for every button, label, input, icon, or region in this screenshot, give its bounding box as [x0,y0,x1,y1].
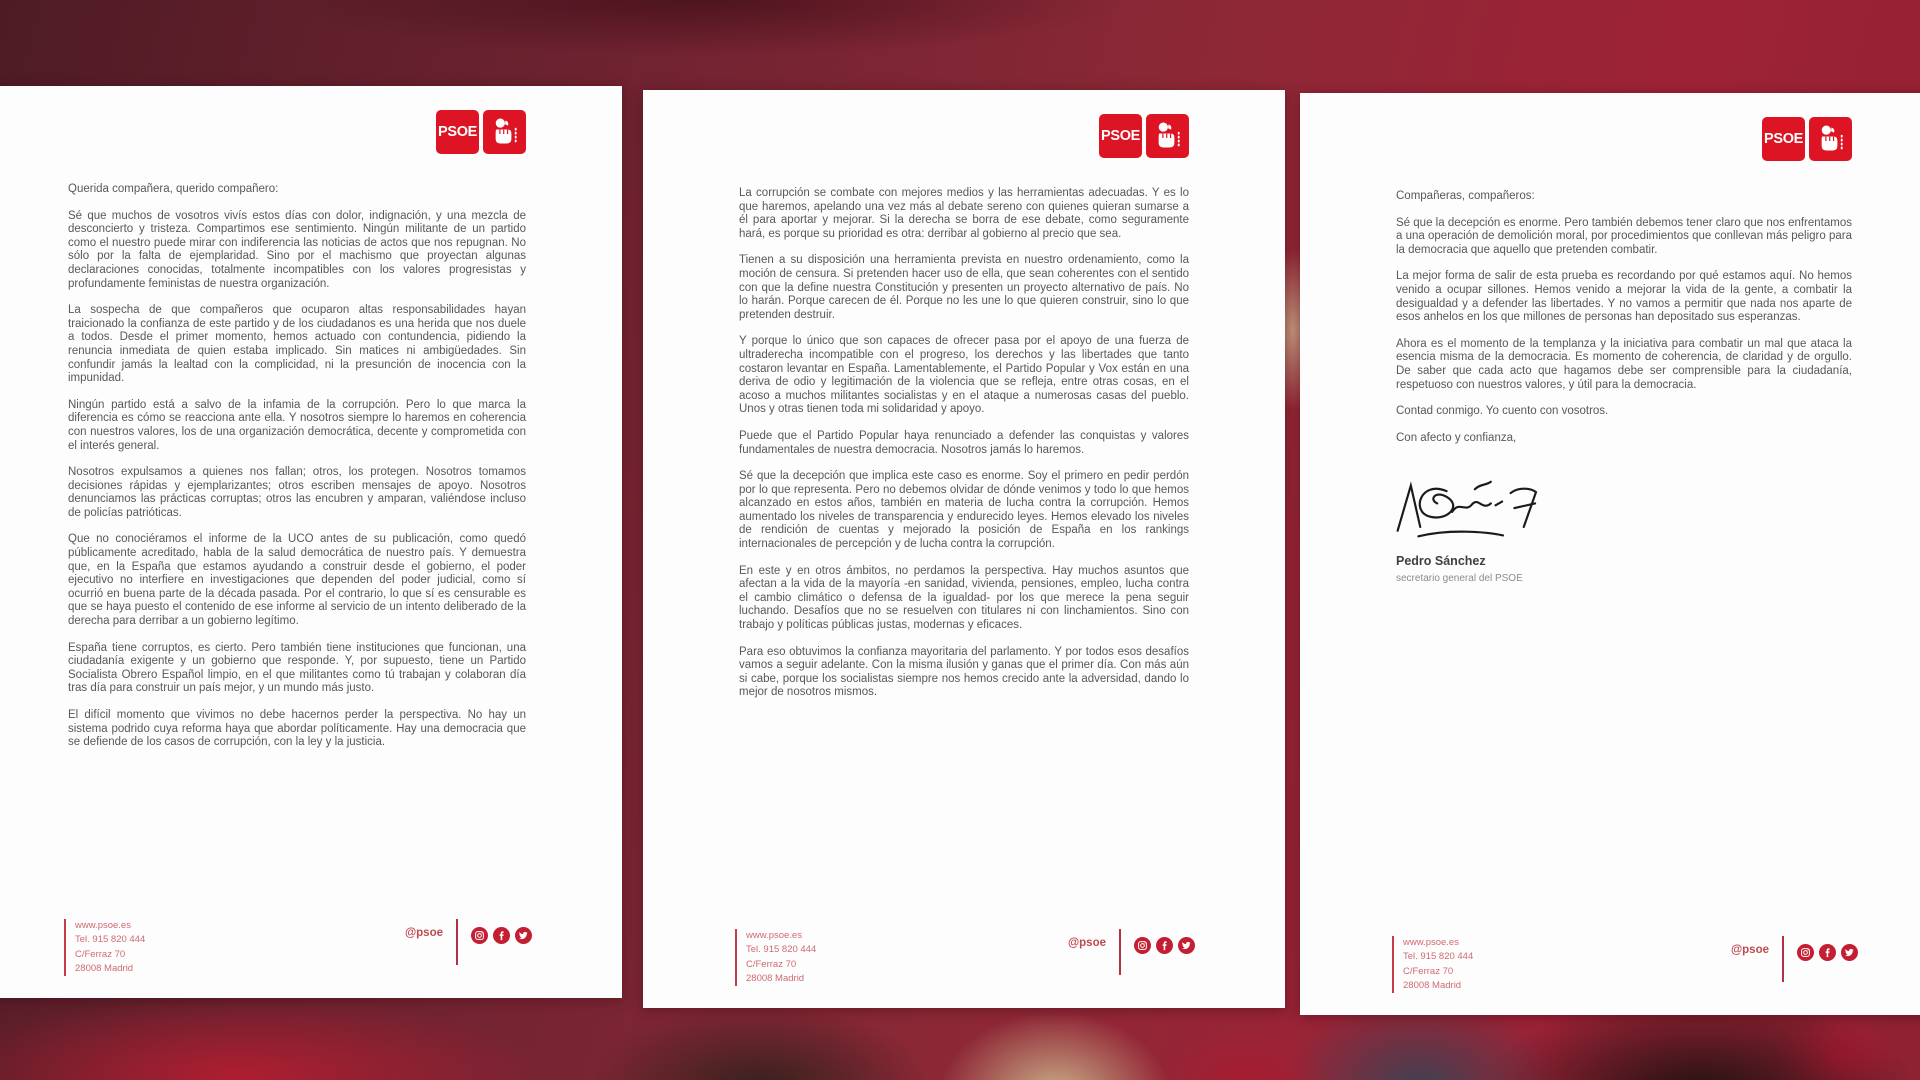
footer-website: www.psoe.es [1403,937,1459,948]
twitter-icon [1841,944,1858,961]
footer-divider [1782,936,1784,982]
paragraph: Y porque lo único que son capaces de ofrecer pasa por el apoyo de una fuerza de ultraderecha incompatible con el progreso, los derechos y las libertades que tanto costaron levantar en España. Lamentablemente, el Partido Popular y Vox están en una deriva de odio y legitimación de la violencia que se refleja, entre otras cosas, en el acoso a muchos militantes socialistas y en el ataque a numerosas casas del pueblo. Unos y otras tienen toda mi solidaridad y apoyo. [739,335,1189,416]
footer-contact-block [735,929,816,986]
facebook-icon [493,927,510,944]
footer-phone: Tel. 915 820 444 [75,934,146,946]
social-handle: @psoe [1730,944,1769,956]
paragraph: Nosotros expulsamos a quienes nos fallan; otros, los protegen. Nosotros tomamos decisiones rápidas y ejemplarizantes; otros escriben mensajes de apoyo. Nosotros denunciamos las prácticas corruptas; otros las encubren y amparan, valiéndose incluso de policías patrióticas. [68,466,526,519]
twitter-icon [1178,937,1195,954]
footer-social-block [1731,936,1858,982]
paragraph: Para eso obtuvimos la confianza mayoritaria del parlamento. Y por todos esos desafíos vamos a seguir adelante. Con la misma ilusión y ganas que el primer día. Con más aún si cabe, porque los socialistas siempre nos hemos crecido ante la adversidad, dando lo mejor de nosotros mismos. [739,645,1189,699]
signer-name: Pedro Sánchez [1396,554,1486,569]
psoe-wordmark: PSOE [1762,117,1805,161]
footer-divider [456,919,458,965]
footer-address-street: C/Ferraz 70 [75,948,126,960]
social-icon-row [1797,944,1858,961]
paragraph: Que no conociéramos el informe de la UCO antes de su publicación, como quedó públicamente acreditado, habla de la salud democrática de nuestro país. Y demuestra que, en la España que estamos ayudando a construir desde el gobierno, el poder ejecutivo no interfiere en investigaciones que dependen del poder judicial, como sí ocurrió en buena parte de la década pasada. Por el contrario, lo que sí es censurable es que se haya puesto el contenido de ese informe al servicio de un intento deliberado de la derecha para derribar a un gobierno legítimo. [68,533,526,628]
salutation: Compañeras, compañeros: [1396,190,1535,202]
footer-address-city: 28008 Madrid [1403,979,1462,991]
letter-body [739,90,1189,700]
fist-and-rose-icon [1809,117,1852,161]
paragraph: Ningún partido está a salvo de la infamia de la corrupción. Pero lo que marca la diferencia es cómo se reacciona ante ella. Y nosotros siempre lo haremos en coherencia con nuestros valores, los de una organización democrática, decente y comprometida con el interés general. [68,398,526,452]
paragraph: Contad conmigo. Yo cuento con vosotros. [1396,405,1609,418]
facebook-icon [1819,944,1836,961]
paragraph: Puede que el Partido Popular haya renunciado a defender las conquistas y valores fundamentales de nuestra democracia. Nosotros jamás lo haremos. [739,429,1189,456]
footer-divider [1119,929,1121,975]
psoe-wordmark: PSOE [1099,114,1142,158]
psoe-logo [436,110,526,154]
footer-address-street: C/Ferraz 70 [1403,965,1454,977]
paragraph: Ahora es el momento de la templanza y la iniciativa para combatir un mal que ataca la esencia misma de la democracia. Es momento de coherencia, de claridad y de orgullo. De saber que cada acto que hagamos debe ser comprensible para la ciudadanía, respetuoso con nuestros valores, y útil para la democracia. [1396,337,1852,391]
paragraph: La corrupción se combate con mejores medios y las herramientas adecuadas. Y es lo que haremos, apelando una vez más al debate sereno con quienes quieran sumarse a él para aportar y mejorar. Si la derecha se borra de ese debate, como seguramente hará, es porque su prioridad es otra: derribar al gobierno al precio que sea. [739,187,1189,240]
salutation: Querida compañera, querido compañero: [68,183,279,195]
letter-page-1 [0,86,622,998]
letter-page-2 [643,90,1285,1008]
page-footer [64,919,532,976]
social-icon-row [471,927,532,944]
letter-page-3 [1300,93,1920,1015]
footer-phone: Tel. 915 820 444 [1403,951,1474,963]
signer-title: secretario general del PSOE [1396,572,1523,584]
instagram-icon [1797,944,1814,961]
letter-body [1396,93,1852,586]
paragraph: La sospecha de que compañeros que ocuparon altas responsabilidades hayan traicionado la confianza de este partido y de los ciudadanos es una herida que nos duele a todos. Desde el primer momento, hemos actuado con contundencia, pidiendo la renuncia inmediata de quien estaba implicado. Sin matices ni ambigüedades. Sin confundir jamás la lealtad con la complicidad, ni la presunción de inocencia con la impunidad. [68,304,526,385]
social-handle: @psoe [1067,937,1106,949]
footer-address-city: 28008 Madrid [746,972,805,984]
handwritten-signature [1396,471,1852,549]
footer-social-block [405,919,532,965]
paragraph: El difícil momento que vivimos no debe hacernos perder la perspectiva. No hay un sistema podrido cuya reforma haya que abordar políticamente. Hay una democracia que se defiende de los casos de corrupción, con la ley y la justicia. [68,709,526,749]
social-icon-row [1134,937,1195,954]
footer-website: www.psoe.es [746,930,802,941]
paragraph: En este y en otros ámbitos, no perdamos la perspectiva. Hay muchos asuntos que afectan a la vida de la mayoría -en sanidad, vivienda, pensiones, empleo, lucha contra el cambio climático o defensa de la igualdad- por los que merece la pena seguir luchando. Desafíos que no se resuelven con titulares ni con linchamientos. Sino con trabajo y políticas públicas justas, modernas y eficaces. [739,564,1189,632]
footer-contact-block [1392,936,1473,993]
footer-contact-block [64,919,145,976]
twitter-icon [515,927,532,944]
paragraph: España tiene corruptos, es cierto. Pero también tiene instituciones que funcionan, una ciudadanía exigente y un gobierno que responde. Y, por supuesto, tiene un Partido Socialista Obrero Español limpio, en el que militantes como tú trabajan y colaboran día tras día para construir un país mejor, y un mundo más justo. [68,641,526,695]
footer-social-block [1068,929,1195,975]
psoe-wordmark: PSOE [436,110,479,154]
instagram-icon [1134,937,1151,954]
fist-and-rose-icon [483,110,526,154]
psoe-logo [1099,114,1189,158]
social-handle: @psoe [404,927,443,939]
signature-block [1396,471,1852,585]
paragraph: Tienen a su disposición una herramienta prevista en nuestro ordenamiento, como la moción de censura. Si pretenden hacer uso de ella, que sean coherentes con el sentido con que la define nuestra Constitución y presenten un proyecto alternativo de país. No lo harán. Porque carecen de él. Porque no les une lo que quieren construir, sino lo que pretenden destruir. [739,254,1189,321]
footer-address-city: 28008 Madrid [75,962,134,974]
footer-address-street: C/Ferraz 70 [746,958,797,970]
facebook-icon [1156,937,1173,954]
paragraph: Sé que muchos de vosotros vivís estos días con dolor, indignación, y una mezcla de desconcierto y tristeza. Compartimos ese sentimiento. Ningún militante de un partido como el nuestro puede mirar con indiferencia las noticias de actos que nos repugnan. No sólo por la falta de ejemplaridad. Sino por el machismo que proyectan algunas declaraciones conocidas, totalmente incompatibles con los valores progresistas y profundamente feministas de nuestra organización. [68,209,526,290]
page-footer [1392,936,1858,993]
psoe-logo [1762,117,1852,161]
fist-and-rose-icon [1146,114,1189,158]
paragraph: Con afecto y confianza, [1396,431,1517,444]
footer-website: www.psoe.es [75,920,131,931]
paragraph: La mejor forma de salir de esta prueba es recordando por qué estamos aquí. No hemos venido a ocupar sillones. Hemos venido a mejorar la vida de la gente, a combatir la desigualdad y a defender las libertades. Y no vamos a permitir que nada nos aparte de esos anhelos en los que millones de personas han depositado sus esperanzas. [1396,270,1852,324]
paragraph: Sé que la decepción es enorme. Pero también debemos tener claro que nos enfrentamos a una operación de demolición moral, por procedimientos que conllevan más peligro para la democracia que aquello que pretenden combatir. [1396,216,1852,256]
page-footer [735,929,1195,986]
paragraph: Sé que la decepción que implica este caso es enorme. Soy el primero en pedir perdón por lo que representa. Pero no debemos olvidar de dónde venimos y todo lo que hemos alcanzado en estos años, también en materia de lucha contra la corrupción. Hemos aumentado los niveles de transparencia y endurecido leyes. Hemos elevado los niveles de rendición de cuentas y mejorado la posición de España en los rankings internacionales de percepción y de lucha contra la corrupción. [739,470,1189,551]
footer-phone: Tel. 915 820 444 [746,944,817,956]
letter-body [68,86,526,750]
instagram-icon [471,927,488,944]
